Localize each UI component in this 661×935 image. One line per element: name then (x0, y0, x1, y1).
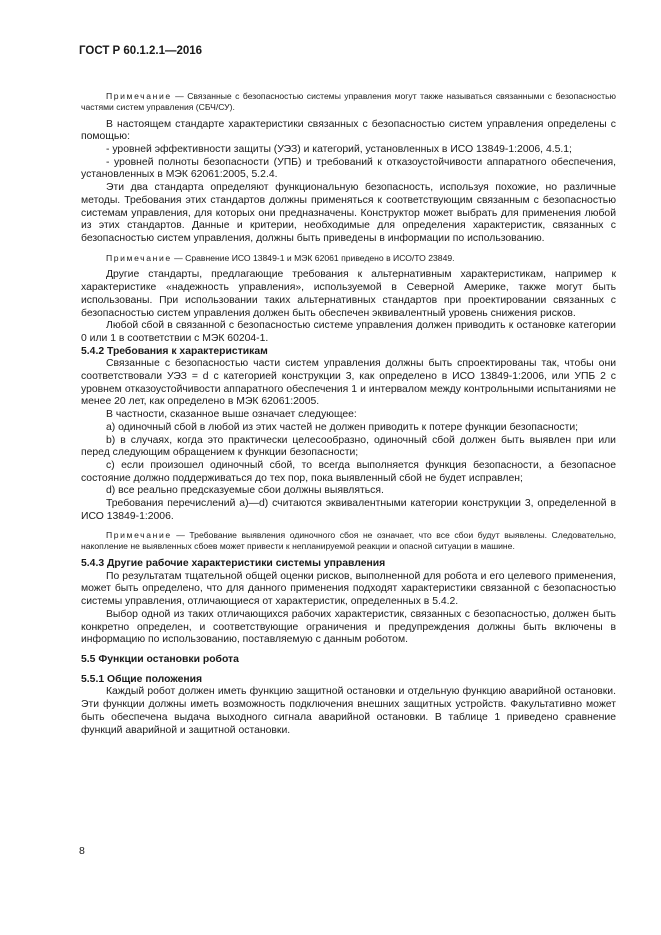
paragraph: По результатам тщательной общей оценки рисков, выполненной для робота и его целевого применения, может быть определено, что для данного применения подходят характеристики связанной с безопасностью системы управления, отличающиеся от характеристик, определенных в 5.4.2. (81, 570, 616, 608)
note-label: Примечание (106, 252, 172, 263)
note-label: Примечание (106, 530, 172, 541)
list-item: d) все реально предсказуемые сбои должны выявляться. (106, 485, 384, 497)
paragraph: Связанные с безопасностью части систем управления должны быть спроектированы так, чтобы они соответствовали УЭЗ = d с категорией конструкции 3, как определено в ИСО 13849-1:2006, или УПБ 2 с уровнем отказоустойчивости аппаратного обеспечения 1 и интервалом между контрольными испытаниями не менее 20 лет, как определено в МЭК 62061:2005. (81, 358, 616, 408)
section-heading: 5.4.3 Другие рабочие характеристики системы управления (81, 558, 386, 570)
note-label: Примечание (106, 91, 172, 101)
paragraph: Выбор одной из таких отличающихся рабочих характеристик, связанных с безопасностью, должен быть конкретно определен, и соответствующие ограничения и предупреждения должны быть включены в информацию по использованию, поставляемую с данным роботом. (81, 608, 616, 646)
list-item: - уровней полноты безопасности (УПБ) и требований к отказоустойчивости аппаратного обеспечения, установленных в МЭК 62061:2005, 5.2.4. (81, 156, 616, 181)
note-paragraph (81, 530, 616, 552)
paragraph: Эти два стандарта определяют функциональную безопасность, используя похожие, но различные методы. Требования этих стандартов должны применяться к соответствующим связанным с безопасностью системам управления, для которых они предназначены. Конструктор может выбрать для применения любой из этих стандартов. Данные и критерии, необходимые для определения характеристик, связанных с безопасностью систем управления, должны быть приведены в информации по использованию. (81, 182, 616, 244)
section-heading: 5.5 Функции остановки робота (81, 654, 239, 665)
document-code-header: ГОСТ Р 60.1.2.1—2016 (79, 45, 203, 57)
list-item: c) если произошел одиночный сбой, то всегда выполняется функция безопасности, а безопасное состояние должно поддерживаться до тех пор, пока выявленный сбой не будет исправлен; (81, 459, 616, 484)
note-text: — Требование выявления одиночного сбоя не означает, что все сбои будут выявлены. Следовательно, накопление не выявленных сбоев может привести к непланируемой реакции и опасной ситуации в машине. (81, 530, 616, 552)
paragraph: Каждый робот должен иметь функцию защитной остановки и отдельную функцию аварийной остановки. Эти функции должны иметь возможность подключения внешних защитных устройств. Факультативно может быть обеспечена выдача выходного сигнала аварийной остановки. В таблице 1 приведено сравнение функций аварийной и защитной остановки. (81, 686, 616, 736)
subsection-heading: 5.5.1 Общие положения (81, 673, 203, 685)
note-text: — Сравнение ИСО 13849-1 и МЭК 62061 приведено в ИСО/ТО 23849. (171, 252, 455, 263)
paragraph: Любой сбой в связанной с безопасностью системе управления должен приводить к остановке категории 0 или 1 в соответствии с МЭК 60204-1. (81, 320, 616, 344)
note-text: — Связанные с безопасностью системы управления могут также называться связанными с безопасностью частями систем управления (СБЧ/СУ). (81, 91, 616, 112)
paragraph: Другие стандарты, предлагающие требования к альтернативным характеристикам, например к характеристике «надежность управления», используемой в Северной Америке, также могут быть использованы. При использовании таких альтернативных стандартов при проектировании связанных с безопасностью систем управления должен быть обеспечен эквивалентный уровень снижения рисков. (81, 269, 616, 319)
note-paragraph (81, 253, 616, 264)
paragraph: В настоящем стандарте характеристики связанных с безопасностью систем управления определены с помощью: (81, 118, 616, 143)
note-paragraph (81, 91, 616, 113)
page-number: 8 (79, 845, 85, 857)
section-heading: 5.4.2 Требования к характеристикам (81, 345, 268, 357)
list-item: a) одиночный сбой в любой из этих частей не должен приводить к потере функции безопасности; (106, 421, 579, 433)
paragraph: Требования перечислений a)—d) считаются эквивалентными категории конструкции 3, определенной в ИСО 13849-1:2006. (81, 498, 616, 522)
list-item: - уровней эффективности защиты (УЭЗ) и категорий, установленных в ИСО 13849-1:2006, 4.5.1; (106, 144, 572, 155)
list-item: b) в случаях, когда это практически целесообразно, одиночный сбой должен быть выявлен при или перед следующим обращением к функции безопасности; (81, 434, 616, 459)
paragraph: В частности, сказанное выше означает следующее: (106, 409, 357, 421)
page-content (81, 91, 616, 737)
